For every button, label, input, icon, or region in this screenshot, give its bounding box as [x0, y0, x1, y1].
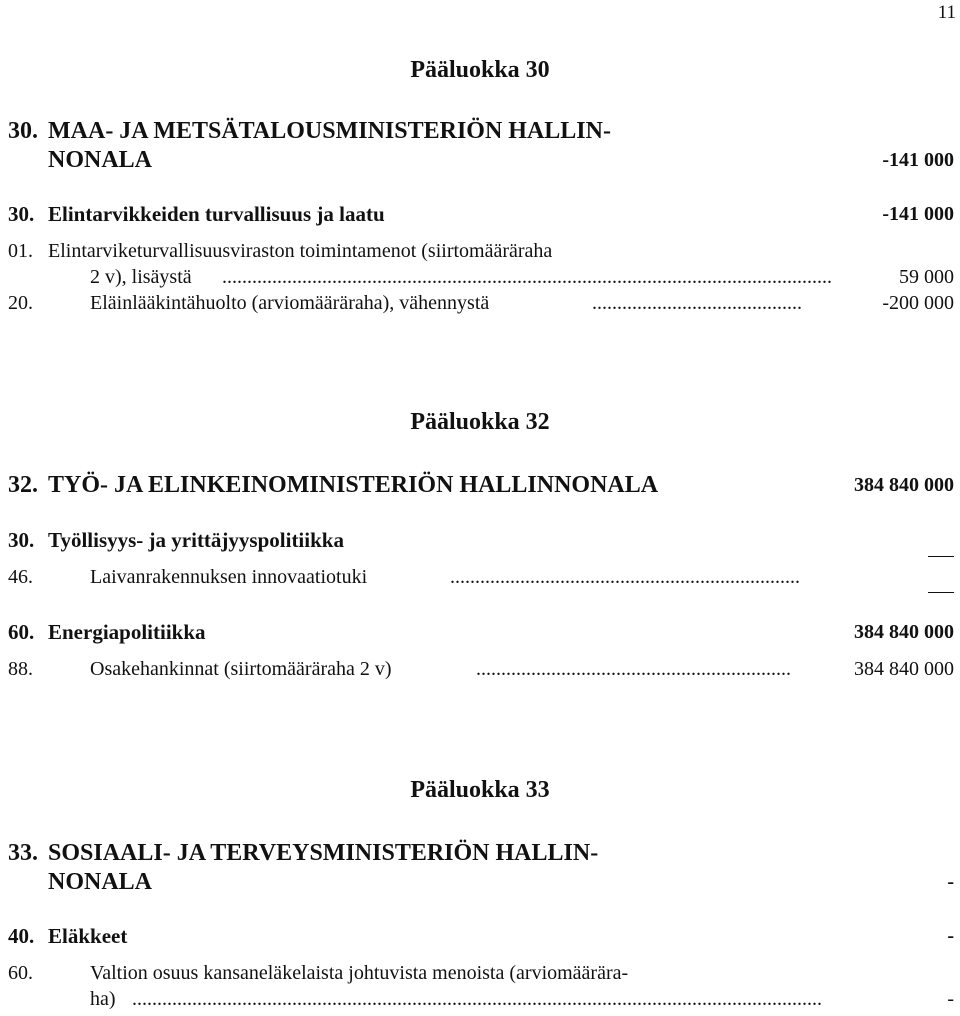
main-title: Työllisyys- ja yrittäjyyspolitiikka	[48, 528, 344, 552]
ministry-row-32	[0, 470, 960, 502]
ministry-amount: -141 000	[882, 149, 954, 171]
main-title-row	[0, 617, 960, 649]
ministry-title-cont: NONALA	[48, 869, 153, 895]
leader-dots: ..........................................	[592, 292, 802, 314]
item-amount: -	[947, 988, 954, 1010]
ministry-number: 30.	[8, 118, 38, 144]
main-title-amount: 384 840 000	[854, 621, 954, 643]
item-amount: -200 000	[882, 292, 954, 314]
main-title: Eläkkeet	[48, 924, 128, 948]
item-row	[0, 288, 960, 320]
item-row	[0, 562, 960, 594]
ministry-number: 32.	[8, 472, 38, 498]
leader-dots: ...............................................................	[476, 658, 791, 680]
item-row	[0, 654, 960, 686]
main-title-number: 30.	[8, 528, 35, 552]
ministry-title-cont: NONALA	[48, 147, 153, 173]
item-text: Eläinlääkintähuolto (arviomääräraha), vähennystä	[90, 292, 490, 314]
item-number: 46.	[8, 566, 33, 588]
item-text-cont: 2 v), lisäystä	[90, 266, 192, 288]
main-title-number: 60.	[8, 620, 35, 644]
leader-dots: ..........................................................................................................................	[222, 266, 832, 288]
item-number: 01.	[8, 240, 33, 262]
ministry-row-30-cont	[0, 145, 960, 177]
ministry-number: 33.	[8, 840, 38, 866]
item-amount: 59 000	[899, 266, 954, 288]
ministry-title: SOSIAALI- JA TERVEYSMINISTERIÖN HALLIN-	[48, 840, 599, 866]
main-title: Elintarvikkeiden turvallisuus ja laatu	[48, 202, 385, 226]
page-number: 11	[937, 2, 956, 23]
main-title: Energiapolitiikka	[48, 620, 206, 644]
item-row-cont	[0, 984, 960, 1016]
main-title-number: 40.	[8, 924, 35, 948]
item-text: Elintarviketurvallisuusviraston toimintamenot (siirtomääräraha	[48, 240, 553, 262]
main-title-amount: -141 000	[882, 203, 954, 225]
ministry-amount: 384 840 000	[854, 474, 954, 496]
ministry-row-33-cont	[0, 867, 960, 899]
main-title-number: 30.	[8, 202, 35, 226]
item-text: Valtion osuus kansaneläkelaista johtuvista menoista (arviomäärära-	[90, 962, 629, 984]
main-title-row	[0, 525, 960, 557]
item-number: 20.	[8, 292, 33, 314]
main-title-row	[0, 199, 960, 231]
ministry-amount: -	[947, 871, 954, 893]
ministry-title: MAA- JA METSÄTALOUSMINISTERIÖN HALLIN-	[48, 118, 611, 144]
leader-dots: ......................................................................	[450, 566, 800, 588]
leader-dots: ..........................................................................................................................................	[132, 988, 822, 1010]
section-heading-30: Pääluokka 30	[410, 57, 550, 83]
item-number: 88.	[8, 658, 33, 680]
section-heading-33: Pääluokka 33	[410, 777, 550, 803]
main-title-amount: -	[947, 925, 954, 947]
section-heading-32: Pääluokka 32	[410, 409, 550, 435]
item-text-cont: ha)	[90, 988, 116, 1010]
item-amount: 384 840 000	[854, 658, 954, 680]
item-number: 60.	[8, 962, 33, 984]
item-text: Laivanrakennuksen innovaatiotuki	[90, 566, 368, 588]
ministry-row-30	[0, 116, 960, 148]
ministry-row-33	[0, 838, 960, 870]
main-title-row	[0, 921, 960, 953]
item-amount-dash	[928, 576, 954, 606]
item-text: Osakehankinnat (siirtomääräraha 2 v)	[90, 658, 392, 680]
ministry-title: TYÖ- JA ELINKEINOMINISTERIÖN HALLINNONALA	[48, 472, 659, 498]
